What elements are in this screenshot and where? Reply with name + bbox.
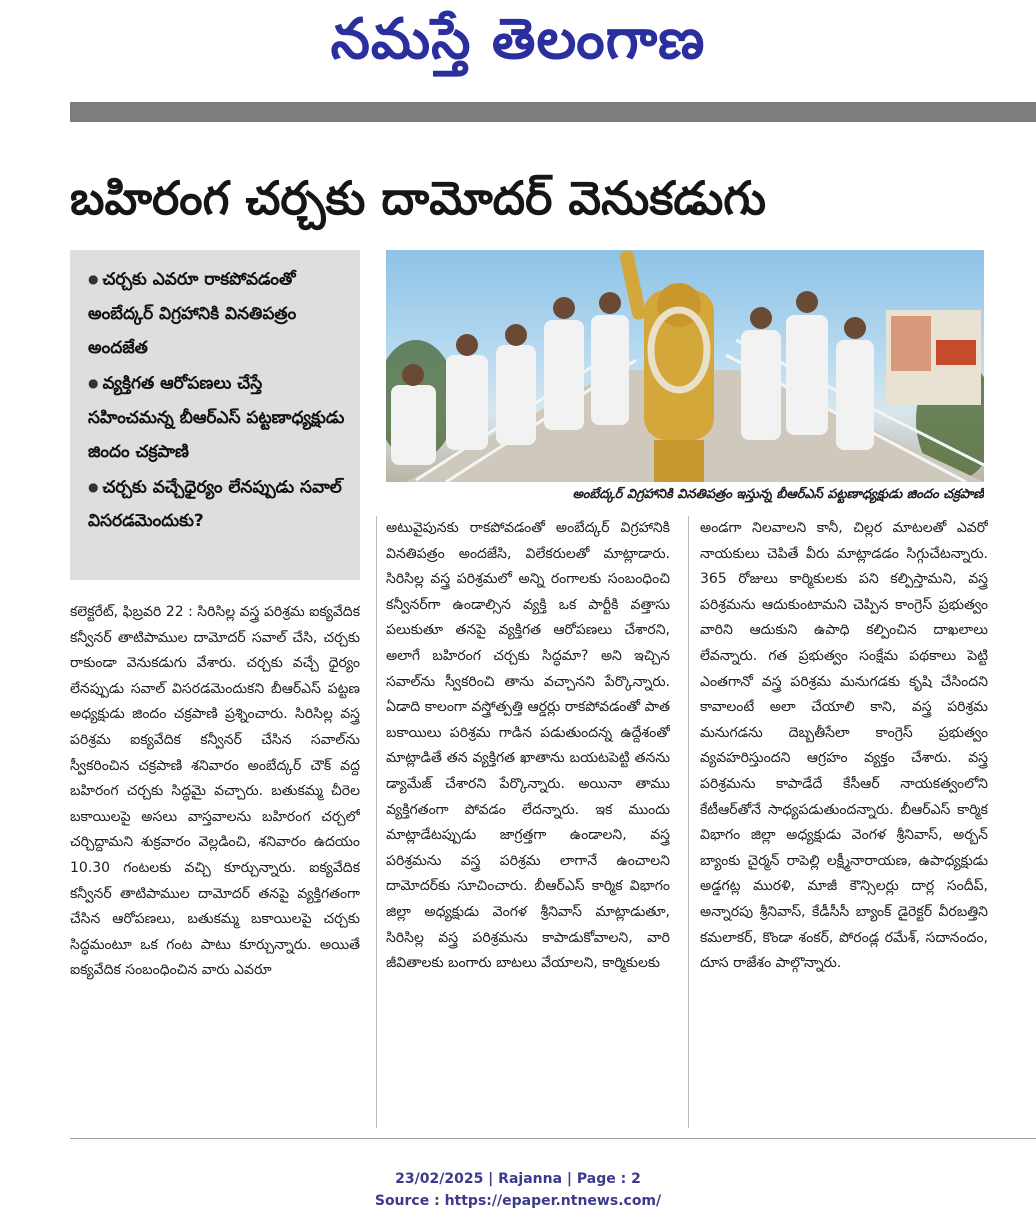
article-column-1: కలెక్టరేట్, ఫిబ్రవరి 22 : సిరిసిల్ల వస్త్ర పరిశ్రమ ఐక్యవేదిక కన్వీనర్ తాటిపాముల దామోదర్ సవాల్ చేసి, చర్చకు రాకుండా వెనుకడుగు వేశారు. చర్చకు వచ్చే ధైర్యం లేనప్పుడు సవాల్ విసరడమెందుకని బీఆర్ఎస్ పట్టణ అధ్యక్షుడు జిందం చక్రపాణి ప్రశ్నించారు. సిరిసిల్ల వస్త్ర పరిశ్రమ ఐక్యవేదిక కన్వీనర్ చేసిన సవాల్‌ను స్వీకరించిన చక్రపాణి శనివారం అంబేద్కర్ చౌక్ వద్ద బహిరంగ చర్చకు సిద్ధమై వచ్చారు. బతుకమ్మ చీరెల బకాయిలపై అసలు వాస్తవాలను బహిరంగ చర్చలో చర్చిద్దామని శుక్రవారం వెల్లడించి, శనివారం ఉదయం 10.30 గంటలకు వచ్చి కూర్చున్నారు. ఐక్యవేదిక కన్వీనర్ తాటిపాముల దామోదర్ తనపై వ్యక్తిగతంగా చేసిన ఆరోపణలు, బతుకమ్మ బకాయిలపై చర్చకు సిద్ధమంటూ ఒక గంట పాటు కూర్చున్నారు. అయితే ఐక్యవేదిక సంబంధించిన వారు ఎవరూ <box>70 604 360 979</box>
masthead-title: నమస్తే తెలంగాణ <box>330 7 706 72</box>
photo-illustration <box>386 250 984 482</box>
footer-source: Source : https://epaper.ntnews.com/ <box>374 1193 662 1209</box>
bullet-icon: ● <box>88 479 99 494</box>
news-photo <box>386 250 984 482</box>
footer-dateline: 23/02/2025 | Rajanna | Page : 2 <box>395 1171 641 1187</box>
highlight-item <box>88 366 352 470</box>
highlight-item <box>88 262 352 366</box>
bottom-rule <box>70 1138 1036 1139</box>
bullet-icon: ● <box>88 375 99 390</box>
highlights-box <box>70 250 360 580</box>
highlight-text: చర్చకు వచ్చేధైర్యం లేనప్పుడు సవాల్ విసరడమెందుకు? <box>88 476 342 532</box>
highlight-text: వ్యక్తిగత ఆరోపణలు చేస్తే సహించమన్న బీఆర్ఎస్ పట్టణాధ్యక్షుడు జిందం చక్రపాణి <box>88 373 345 462</box>
page-footer <box>0 1168 1036 1212</box>
article-column-2: అటువైపునకు రాకపోవడంతో అంబేద్కర్ విగ్రహానికి వినతిపత్రం అందజేసి, విలేకరులతో మాట్లాడారు. సిరిసిల్ల వస్త్ర పరిశ్రమలో అన్ని రంగాలకు సంబంధించి కన్వీనర్‌గా ఉండాల్సిన వ్యక్తి ఒక పార్టీకి వత్తాసు పలుకుతూ తనపై వ్యక్తిగత ఆరోపణలు చేశారని, అలాగే బహిరంగ చర్చకు సిద్ధమా? అని ఇచ్చిన సవాల్‌ను స్వీకరించి తాను వచ్చానని పేర్కొన్నారు. ఏడాది కాలంగా వస్త్రోత్పత్తి ఆర్డర్లు రాకపోవడంతో పాత బకాయిలు పరిశ్రమ గాడిన పడుతుందన్న ఉద్దేశంతో మాట్లాడితే తన వ్యక్తిగత ఖాతాను బయటపెట్టి తనను డ్యామేజ్ చేశారని పేర్కొన్నారు. అయినా తాము వ్యక్తిగతంగా పోవడం లేదన్నారు. ఇక ముందు మాట్లాడేటప్పుడు జాగ్రత్తగా ఉండాలని, వస్త్ర పరిశ్రమను వస్త్ర పరిశ్రమ లాగానే ఉంచాలని దామోదర్‌కు సూచించారు. బీఆర్ఎస్ కార్మిక విభాగం జిల్లా అధ్యక్షుడు వెంగళ శ్రీనివాస్ మాట్లాడుతూ, సిరిసిల్ల వస్త్ర పరిశ్రమను కాపాడుకోవాలని, వారి జీవితాలకు బంగారు బాటలు వేయాలని, కార్మికులకు <box>386 520 670 972</box>
article-column-3: అండగా నిలవాలని కానీ, చిల్లర మాటలతో ఎవరో నాయకులు చెపితే వీరు మాట్లాడడం సిగ్గుచేటన్నారు. 365 రోజులు కార్మికులకు పని కల్పిస్తామని, వస్త్ర పరిశ్రమను ఆదుకుంటామని చెప్పిన కాంగ్రెస్ ప్రభుత్వం వారిని ఆదుకుని ఉపాధి కల్పించిన దాఖలాలు లేవన్నారు. గత ప్రభుత్వం సంక్షేమ పథకాలు పెట్టి ఎంతగానో వస్త్ర పరిశ్రమ మనుగడకు కృషి చేసిందని కావాలంటే అలా చేయాలి కాని, వస్త్ర పరిశ్రమ మనుగడను దెబ్బతీసేలా కాంగ్రెస్ ప్రభుత్వం వ్యవహరిస్తుందని ఆగ్రహం వ్యక్తం చేశారు. వస్త్ర పరిశ్రమను కాపాడేదే కేసీఆర్ నాయకత్వంలోని కేటీఆర్‌తోనే సాధ్యపడుతుందన్నారు. బీఆర్ఎస్ కార్మిక విభాగం జిల్లా అధ్యక్షుడు వెంగళ శ్రీనివాస్, అర్బన్ బ్యాంకు చైర్మన్ రాపెల్లి లక్ష్మీనారాయణ, ఉపాధ్యక్షుడు అడ్డగట్ల మురళి, మాజీ కౌన్సిలర్లు దార్ల సందీప్, అన్నారపు శ్రీనివాస్, కేడీసీసీ బ్యాంక్ డైరెక్టర్ వీరబత్తిని కమలాకర్, కొండా శంకర్, పోరండ్ల రమేశ్, సదానందం, దూస రాజేశం పాల్గొన్నారు. <box>700 520 988 972</box>
bullet-icon: ● <box>88 272 99 286</box>
column-divider <box>376 516 377 1128</box>
highlight-text: చర్చకు ఎవరూ రాకపోవడంతో అంబేద్కర్ విగ్రహానికి వినతిపత్రం అందజేత <box>88 269 297 359</box>
column-divider <box>688 516 689 1128</box>
photo-caption: అంబేద్కర్ విగ్రహానికి వినతిపత్రం ఇస్తున్న బీఆర్ఎస్ పట్టణాధ్యక్షుడు జిందం చక్రపాణి <box>572 487 984 502</box>
highlight-item <box>88 470 352 539</box>
headline: బహిరంగ చర్చకు దామోదర్ వెనుకడుగు <box>70 171 767 225</box>
masthead-band <box>70 102 1036 122</box>
